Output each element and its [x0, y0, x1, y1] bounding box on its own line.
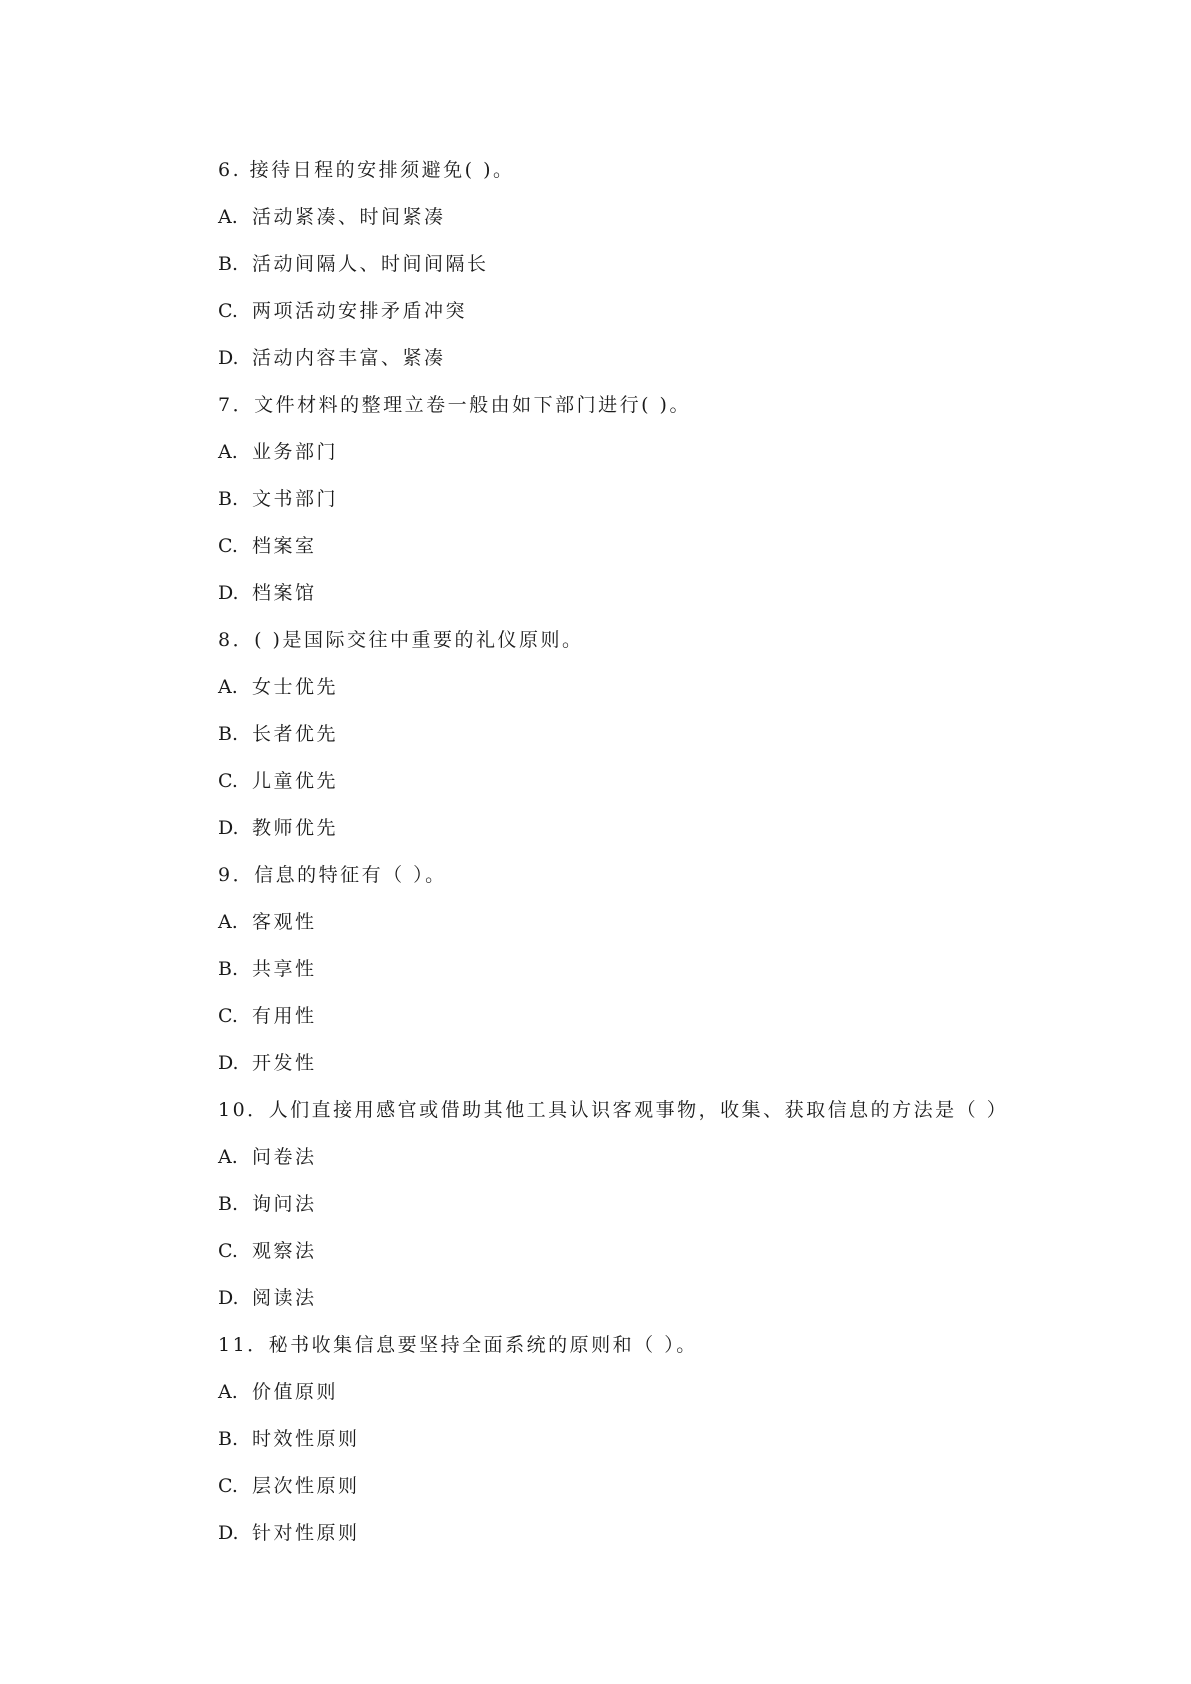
question-stem: 7．文件材料的整理立卷一般由如下部门进行( )。	[218, 394, 691, 416]
option-letter: B.	[218, 1193, 239, 1215]
option-letter: A.	[218, 206, 238, 228]
option-text: 时效性原则	[252, 1428, 360, 1450]
option-letter: A.	[218, 1381, 238, 1403]
option-text: 针对性原则	[252, 1522, 360, 1544]
option-letter: C.	[218, 535, 238, 557]
option-item	[218, 1048, 317, 1078]
option-letter: A.	[218, 911, 238, 933]
option-text: 活动内容丰富、紧凑	[252, 347, 446, 369]
option-letter: C.	[218, 300, 238, 322]
option-item	[218, 1283, 317, 1313]
option-letter: B.	[218, 488, 239, 510]
option-item	[218, 1471, 360, 1501]
question-stem: 11．秘书收集信息要坚持全面系统的原则和（ ）。	[218, 1334, 698, 1356]
option-letter: A.	[218, 1146, 238, 1168]
question-stem: 8．( )是国际交往中重要的礼仪原则。	[218, 629, 584, 651]
option-text: 客观性	[252, 911, 317, 933]
option-item	[218, 343, 446, 373]
option-item	[218, 719, 338, 749]
option-text: 活动紧凑、时间紧凑	[252, 206, 446, 228]
question-stem: 6. 接待日程的安排须避免( )。	[218, 159, 515, 181]
option-item	[218, 1236, 317, 1266]
option-text: 长者优先	[252, 723, 339, 745]
option-text: 两项活动安排矛盾冲突	[252, 300, 468, 322]
option-letter: A.	[218, 676, 238, 698]
option-letter: C.	[218, 770, 238, 792]
option-item	[218, 531, 317, 561]
option-text: 开发性	[252, 1052, 317, 1074]
option-item	[218, 296, 467, 326]
option-item	[218, 1142, 317, 1172]
option-letter: C.	[218, 1475, 238, 1497]
option-text: 活动间隔人、时间间隔长	[252, 253, 489, 275]
option-item	[218, 766, 338, 796]
option-text: 价值原则	[252, 1381, 339, 1403]
option-item	[218, 484, 338, 514]
option-letter: D.	[218, 817, 239, 839]
option-text: 问卷法	[252, 1146, 317, 1168]
option-item	[218, 202, 446, 232]
option-item	[218, 954, 317, 984]
option-letter: D.	[218, 1522, 239, 1544]
option-letter: B.	[218, 1428, 239, 1450]
option-item	[218, 672, 338, 702]
option-text: 档案室	[252, 535, 317, 557]
question-stem: 10．人们直接用感官或借助其他工具认识客观事物，收集、获取信息的方法是（ ）	[218, 1099, 1009, 1121]
option-letter: D.	[218, 1052, 239, 1074]
option-text: 有用性	[252, 1005, 317, 1027]
option-item	[218, 1424, 360, 1454]
option-item	[218, 249, 489, 279]
option-text: 女士优先	[252, 676, 339, 698]
option-item	[218, 1518, 360, 1548]
option-letter: A.	[218, 441, 238, 463]
option-item	[218, 813, 338, 843]
option-letter: D.	[218, 582, 239, 604]
option-item	[218, 1189, 317, 1219]
option-letter: C.	[218, 1005, 238, 1027]
question-stem: 9．信息的特征有（ ）。	[218, 864, 447, 886]
option-text: 档案馆	[252, 582, 317, 604]
option-text: 共享性	[252, 958, 317, 980]
option-item	[218, 1001, 317, 1031]
option-text: 文书部门	[252, 488, 339, 510]
option-item	[218, 907, 317, 937]
option-item	[218, 437, 338, 467]
option-item	[218, 578, 317, 608]
option-item	[218, 1377, 338, 1407]
option-text: 业务部门	[252, 441, 339, 463]
option-text: 层次性原则	[252, 1475, 360, 1497]
option-letter: B.	[218, 723, 239, 745]
option-text: 阅读法	[252, 1287, 317, 1309]
option-letter: D.	[218, 347, 239, 369]
option-text: 观察法	[252, 1240, 317, 1262]
option-letter: C.	[218, 1240, 238, 1262]
option-letter: B.	[218, 958, 239, 980]
option-text: 儿童优先	[252, 770, 339, 792]
option-letter: B.	[218, 253, 239, 275]
option-text: 询问法	[252, 1193, 317, 1215]
option-letter: D.	[218, 1287, 239, 1309]
option-text: 教师优先	[252, 817, 339, 839]
